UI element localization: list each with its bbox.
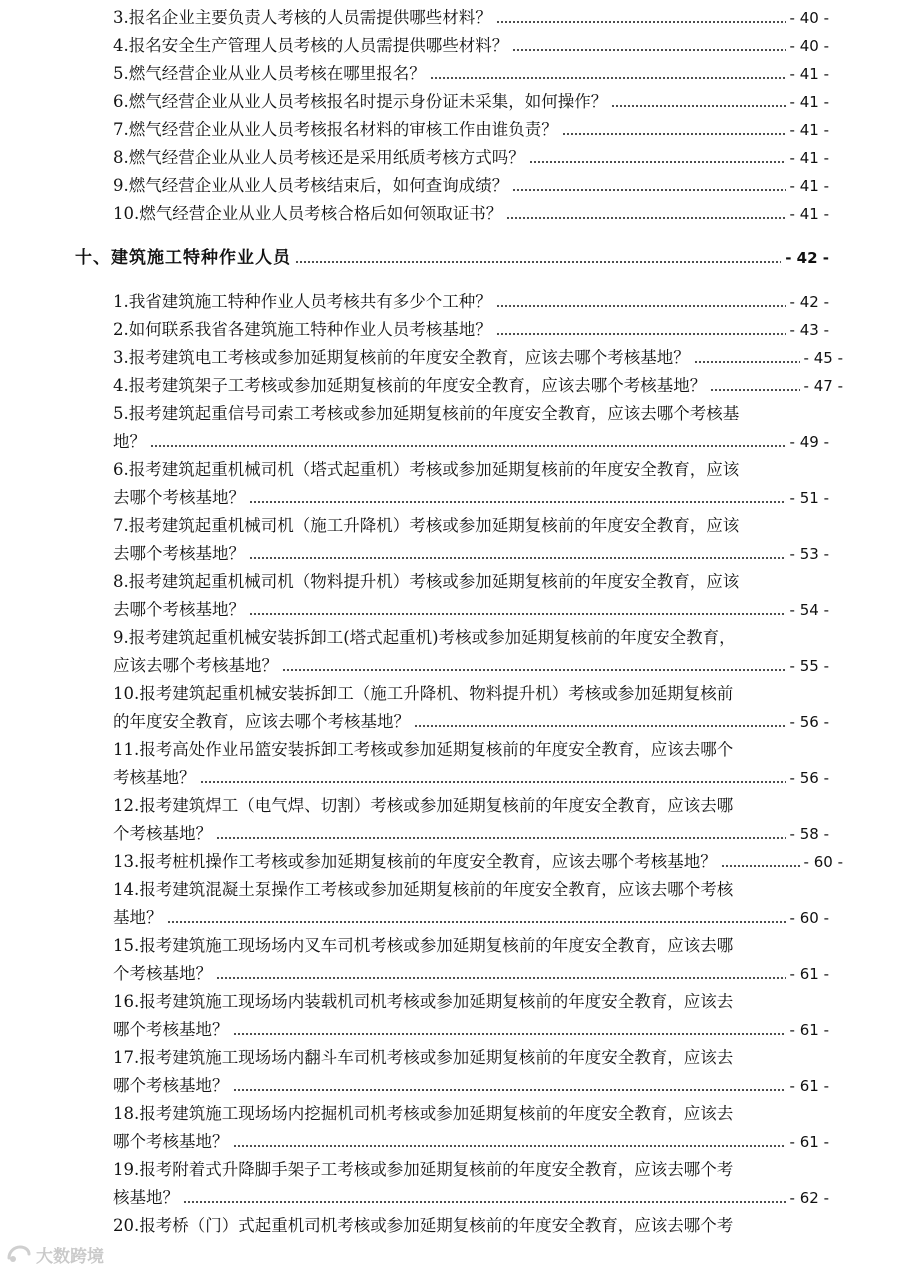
toc-entry-title: 16.报考建筑施工现场场内装载机司机考核或参加延期复核前的年度安全教育，应该去 <box>113 992 734 1011</box>
toc-entry[interactable] <box>113 624 829 652</box>
toc-entry[interactable] <box>113 316 829 344</box>
toc-entry[interactable] <box>113 568 829 596</box>
toc-entry[interactable] <box>113 428 829 456</box>
toc-page-number: - 42 - <box>789 293 829 311</box>
toc-entry-title: 哪个考核基地？ <box>113 1132 229 1151</box>
dot-leader <box>282 667 786 673</box>
toc-entry[interactable] <box>113 1072 829 1100</box>
toc-entry[interactable] <box>113 960 829 988</box>
dot-leader <box>200 779 786 785</box>
toc-entry-title: 十、建筑施工特种作业人员 <box>75 248 291 268</box>
dot-leader <box>216 835 786 841</box>
toc-entry[interactable] <box>113 708 829 736</box>
toc-entry[interactable] <box>113 172 829 200</box>
toc-entry-title: 9.报考建筑起重机械安装拆卸工(塔式起重机)考核或参加延期复核前的年度安全教育， <box>113 628 736 647</box>
toc-entry[interactable] <box>113 932 829 960</box>
toc-entry-title: 4.报名安全生产管理人员考核的人员需提供哪些材料？ <box>113 36 509 55</box>
toc-entry[interactable] <box>113 988 829 1016</box>
toc-entry[interactable] <box>113 1100 829 1128</box>
toc-entry-title: 20.报考桥（门）式起重机司机考核或参加延期复核前的年度安全教育，应该去哪个考 <box>113 1216 734 1235</box>
toc-page-number: - 41 - <box>789 149 829 167</box>
toc-entry-title: 13.报考桩机操作工考核或参加延期复核前的年度安全教育，应该去哪个考核基地？ <box>113 852 717 871</box>
toc-page-number: - 60 - <box>789 909 829 927</box>
toc-entry-title: 去哪个考核基地？ <box>113 600 245 619</box>
dot-leader <box>496 19 786 25</box>
toc-page-number: - 53 - <box>789 545 829 563</box>
toc-page-number: - 58 - <box>789 825 829 843</box>
toc-entry[interactable] <box>113 680 829 708</box>
toc-entry[interactable] <box>113 144 829 172</box>
toc-entry-title: 基地？ <box>113 908 163 927</box>
toc-page-number: - 41 - <box>789 65 829 83</box>
toc-page-number: - 56 - <box>789 769 829 787</box>
toc-page-number: - 45 - <box>803 349 843 367</box>
toc-entry-title: 7.燃气经营企业从业人员考核报名材料的审核工作由谁负责？ <box>113 120 558 139</box>
toc-section-heading[interactable] <box>75 244 829 272</box>
dot-leader <box>721 863 800 869</box>
toc-entry[interactable] <box>113 372 843 400</box>
toc-entry-title: 17.报考建筑施工现场场内翻斗车司机考核或参加延期复核前的年度安全教育，应该去 <box>113 1048 734 1067</box>
toc-entry-title: 10.报考建筑起重机械安装拆卸工（施工升降机、物料提升机）考核或参加延期复核前 <box>113 684 734 703</box>
toc-entry[interactable] <box>113 764 829 792</box>
toc-entry-title: 8.报考建筑起重机械司机（物料提升机）考核或参加延期复核前的年度安全教育，应该 <box>113 572 740 591</box>
toc-page-number: - 42 - <box>785 249 829 267</box>
toc-entry-title: 9.燃气经营企业从业人员考核结束后，如何查询成绩？ <box>113 176 509 195</box>
toc-entry-title: 个考核基地？ <box>113 964 212 983</box>
dot-leader <box>506 215 785 221</box>
dot-leader <box>694 359 800 365</box>
toc-page-number: - 60 - <box>803 853 843 871</box>
dot-leader <box>216 975 786 981</box>
watermark-text: 大数跨境 <box>36 1246 104 1267</box>
toc-entry-title: 8.燃气经营企业从业人员考核还是采用纸质考核方式吗？ <box>113 148 525 167</box>
toc-entry[interactable] <box>113 596 829 624</box>
toc-page-number: - 55 - <box>789 657 829 675</box>
toc-page-number: - 49 - <box>789 433 829 451</box>
toc-page-number: - 41 - <box>789 121 829 139</box>
toc-entry-title: 4.报考建筑架子工考核或参加延期复核前的年度安全教育，应该去哪个考核基地？ <box>113 376 707 395</box>
dot-leader <box>512 47 785 53</box>
toc-entry-title: 5.燃气经营企业从业人员考核在哪里报名？ <box>113 64 426 83</box>
toc-entry-title: 6.燃气经营企业从业人员考核报名时提示身份证未采集，如何操作？ <box>113 92 608 111</box>
toc-entry[interactable] <box>113 1016 829 1044</box>
toc-entry-title: 15.报考建筑施工现场场内叉车司机考核或参加延期复核前的年度安全教育，应该去哪 <box>113 936 734 955</box>
toc-entry-title: 19.报考附着式升降脚手架子工考核或参加延期复核前的年度安全教育，应该去哪个考 <box>113 1160 734 1179</box>
toc-entry[interactable] <box>113 512 829 540</box>
toc-entry-title: 去哪个考核基地？ <box>113 488 245 507</box>
dot-leader <box>611 103 785 109</box>
toc-entry-title: 个考核基地？ <box>113 824 212 843</box>
toc-entry[interactable] <box>113 88 829 116</box>
dot-leader <box>233 1087 786 1093</box>
toc-entry[interactable] <box>113 1212 829 1240</box>
dot-leader <box>150 443 786 449</box>
toc-entry[interactable] <box>113 848 843 876</box>
toc-page-number: - 41 - <box>789 93 829 111</box>
watermark-logo-icon <box>6 1243 32 1265</box>
toc-entry[interactable] <box>113 4 829 32</box>
toc-entry[interactable] <box>113 652 829 680</box>
dot-leader <box>414 723 786 729</box>
toc-page-number: - 43 - <box>789 321 829 339</box>
toc-page-number: - 41 - <box>789 205 829 223</box>
dot-leader <box>167 919 786 925</box>
toc-page-number: - 41 - <box>789 177 829 195</box>
toc-entry-title: 2.如何联系我省各建筑施工特种作业人员考核基地？ <box>113 320 492 339</box>
toc-entry[interactable] <box>113 200 829 228</box>
dot-leader <box>529 159 786 165</box>
toc-entry[interactable] <box>113 116 829 144</box>
toc-page-number: - 61 - <box>789 1021 829 1039</box>
toc-entry[interactable] <box>113 1156 829 1184</box>
toc-entry-title: 7.报考建筑起重机械司机（施工升降机）考核或参加延期复核前的年度安全教育，应该 <box>113 516 740 535</box>
dot-leader <box>249 499 786 505</box>
dot-leader <box>710 387 799 393</box>
toc-entry-title: 哪个考核基地？ <box>113 1076 229 1095</box>
toc-entry[interactable] <box>113 400 829 428</box>
toc-entry[interactable] <box>113 60 829 88</box>
dot-leader <box>233 1031 786 1037</box>
dot-leader <box>496 303 786 309</box>
toc-entry-title: 哪个考核基地？ <box>113 1020 229 1039</box>
toc-entry[interactable] <box>113 344 843 372</box>
toc-entry[interactable] <box>113 32 829 60</box>
toc-entry[interactable] <box>113 484 829 512</box>
watermark <box>6 1241 104 1267</box>
toc-entry[interactable] <box>113 736 829 764</box>
dot-leader <box>249 611 786 617</box>
dot-leader <box>430 75 786 81</box>
toc-entry-title: 去哪个考核基地？ <box>113 544 245 563</box>
dot-leader <box>183 1199 786 1205</box>
toc-entry-title: 地？ <box>113 432 146 451</box>
toc-entry-title: 1.我省建筑施工特种作业人员考核共有多少个工种？ <box>113 292 492 311</box>
dot-leader <box>512 187 785 193</box>
toc-page-number: - 61 - <box>789 1077 829 1095</box>
toc-entry-title: 3.报考建筑电工考核或参加延期复核前的年度安全教育，应该去哪个考核基地？ <box>113 348 690 367</box>
toc-entry[interactable] <box>113 904 829 932</box>
toc-page-number: - 40 - <box>789 9 829 27</box>
toc-page-number: - 51 - <box>789 489 829 507</box>
toc-page-number: - 47 - <box>803 377 843 395</box>
toc-entry-title: 3.报名企业主要负责人考核的人员需提供哪些材料？ <box>113 8 492 27</box>
toc-entry[interactable] <box>113 1044 829 1072</box>
dot-leader <box>496 331 786 337</box>
toc-page-number: - 54 - <box>789 601 829 619</box>
toc-entry-title: 应该去哪个考核基地？ <box>113 656 278 675</box>
toc-entry[interactable] <box>113 820 829 848</box>
dot-leader <box>249 555 786 561</box>
toc-entry-title: 14.报考建筑混凝土泵操作工考核或参加延期复核前的年度安全教育，应该去哪个考核 <box>113 880 734 899</box>
toc-page-number: - 40 - <box>789 37 829 55</box>
dot-leader <box>233 1143 786 1149</box>
dot-leader <box>562 131 786 137</box>
toc-entry[interactable] <box>113 288 829 316</box>
toc-entry-title: 的年度安全教育，应该去哪个考核基地？ <box>113 712 410 731</box>
toc-entry-title: 考核基地？ <box>113 768 196 787</box>
toc-entry-title: 12.报考建筑焊工（电气焊、切割）考核或参加延期复核前的年度安全教育，应该去哪 <box>113 796 734 815</box>
dot-leader <box>295 259 781 265</box>
toc-page-number: - 62 - <box>789 1189 829 1207</box>
toc-entry-title: 11.报考高处作业吊篮安装拆卸工考核或参加延期复核前的年度安全教育，应该去哪个 <box>113 740 734 759</box>
toc-entry[interactable] <box>113 792 829 820</box>
toc-entry[interactable] <box>113 876 829 904</box>
toc-page-number: - 61 - <box>789 965 829 983</box>
toc-entry-title: 18.报考建筑施工现场场内挖掘机司机考核或参加延期复核前的年度安全教育，应该去 <box>113 1104 734 1123</box>
toc-page-number: - 61 - <box>789 1133 829 1151</box>
toc-entry[interactable] <box>113 456 829 484</box>
toc-page-number: - 56 - <box>789 713 829 731</box>
toc-entry-title: 10.燃气经营企业从业人员考核合格后如何领取证书？ <box>113 204 503 223</box>
toc-entry[interactable] <box>113 1128 829 1156</box>
toc-entry-title: 5.报考建筑起重信号司索工考核或参加延期复核前的年度安全教育，应该去哪个考核基 <box>113 404 740 423</box>
toc-entry-title: 核基地？ <box>113 1188 179 1207</box>
toc-entry-title: 6.报考建筑起重机械司机（塔式起重机）考核或参加延期复核前的年度安全教育，应该 <box>113 460 740 479</box>
toc-entry[interactable] <box>113 1184 829 1212</box>
toc-entry[interactable] <box>113 540 829 568</box>
